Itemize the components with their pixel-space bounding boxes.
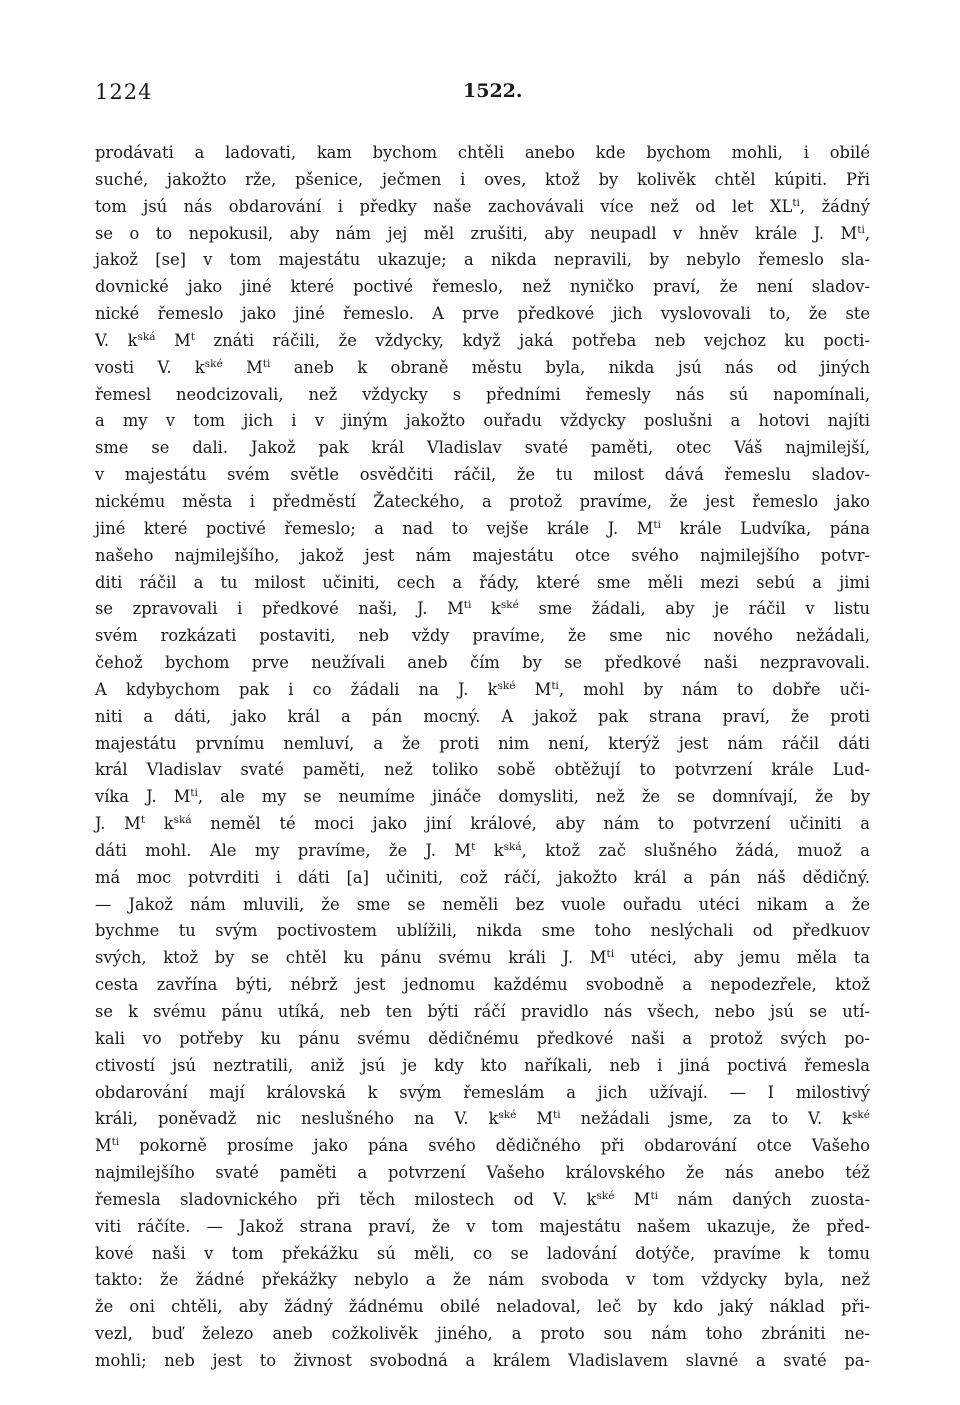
- text-line: [95, 1267, 870, 1294]
- text-segment: víka J. M: [95, 787, 191, 807]
- text-segment: ctivostí jsú neztratili, aniž jsú je kdy kto naříkali, neb i jiná poctivá řemesla: [95, 1055, 870, 1075]
- superscript: ti: [650, 1189, 659, 1202]
- text-line: [95, 328, 870, 355]
- text-line: [95, 1348, 870, 1375]
- page-header: [95, 80, 870, 104]
- text-segment: řemesla sladovnického při těch milostech od V. k: [95, 1189, 597, 1209]
- text-line: [95, 1241, 870, 1268]
- superscript: ti: [111, 1136, 120, 1149]
- text-line: [95, 1214, 870, 1241]
- text-segment: tom jsú nás obdarování i předky naše zachovávali více než od let XL: [95, 196, 793, 216]
- text-segment: má moc potvrditi i dáti [a] učiniti, což ráčí, jakožto král a pán náš dědičný.: [95, 867, 870, 887]
- text-segment: M: [155, 330, 191, 350]
- superscript: t: [471, 840, 476, 853]
- text-segment: nežádali jsme, za to V. k: [560, 1109, 853, 1129]
- text-line: [95, 247, 870, 274]
- superscript: ti: [463, 599, 472, 612]
- text-segment: niti a dáti, jako král a pán mocný. A jakož pak strana praví, že proti: [95, 706, 870, 726]
- superscript: ská: [137, 330, 156, 343]
- text-line: [95, 1106, 870, 1133]
- text-segment: že oni chtěli, aby žádný žádnému obilé neladoval, leč by kdo jaký náklad při-: [95, 1297, 870, 1317]
- text-line: [95, 1160, 870, 1187]
- superscript: t: [140, 814, 146, 827]
- text-line: [95, 140, 870, 167]
- text-segment: bychme tu svým poctivostem ublížili, nikda sme toho neslýchali od předkuov: [95, 921, 870, 941]
- superscript: ti: [653, 518, 661, 531]
- text-line: [95, 757, 870, 784]
- text-line: [95, 516, 870, 543]
- text-segment: — Jakož nám mluvili, že sme se neměli bez vuole ouřadu utéci nikam a že: [95, 894, 870, 914]
- document-body: [95, 140, 870, 1375]
- superscript: ti: [553, 1109, 561, 1122]
- text-segment: M: [516, 1109, 554, 1129]
- text-line: [95, 194, 870, 221]
- superscript: ské: [204, 357, 223, 370]
- text-segment: sme žádali, aby je ráčil v listu: [518, 599, 870, 619]
- text-segment: J. M: [95, 814, 141, 834]
- superscript: ské: [500, 599, 519, 612]
- text-segment: M: [95, 1136, 112, 1156]
- text-line: [95, 408, 870, 435]
- text-segment: takto: že žádné překážky nebylo a že nám svoboda v tom vždycky byla, než: [95, 1270, 870, 1290]
- superscript: ská: [503, 840, 522, 853]
- text-line: [95, 972, 870, 999]
- text-segment: cesta zavřína býti, nébrž jest jednomu každému svobodně a nepodezřele, ktož: [95, 975, 870, 995]
- text-line: [95, 570, 870, 597]
- text-line: [95, 811, 870, 838]
- superscript: ské: [852, 1109, 871, 1122]
- text-segment: viti ráčíte. — Jakož strana praví, že v tom majestátu našem ukazuje, že před-: [95, 1216, 870, 1236]
- text-segment: dáti mohl. Ale my pravíme, že J. M: [95, 840, 472, 860]
- superscript: ti: [792, 196, 800, 209]
- text-line: [95, 489, 870, 516]
- text-segment: našeho najmilejšího, jakož jest nám majestátu otce svého najmilejšího potvr-: [95, 545, 870, 565]
- text-line: [95, 1133, 870, 1160]
- text-segment: A kdybychom pak i co žádali na J. k: [95, 679, 498, 699]
- text-segment: , ale my se neumíme jináče domysliti, než že se domnívají, že by: [197, 787, 870, 807]
- text-segment: vezl, buď železo aneb cožkolivěk jiného, a proto sou nám toho zbrániti ne-: [95, 1324, 870, 1344]
- text-segment: diti ráčil a tu milost učiniti, cech a řády, které sme měli mezi sebú a jimi: [95, 572, 870, 592]
- text-segment: v majestátu svém světle osvědčiti ráčil, že tu milost dává řemeslu sladov-: [95, 465, 870, 485]
- text-segment: jakož [se] v tom majestátu ukazuje; a nikda nepravili, by nebylo řemeslo sla-: [95, 250, 870, 270]
- text-segment: svém rozkázati postaviti, neb vždy pravíme, že sme nic nového nežádali,: [95, 626, 870, 646]
- superscript: ti: [190, 787, 198, 800]
- text-segment: M: [222, 357, 263, 377]
- text-segment: dovnické jako jiné které poctivé řemeslo, než nyničko praví, že není sladov-: [95, 277, 870, 297]
- superscript: ská: [173, 814, 192, 827]
- text-segment: jiné které poctivé řemeslo; a nad to vejše krále J. M: [95, 518, 654, 538]
- text-line: [95, 355, 870, 382]
- text-line: [95, 221, 870, 248]
- text-line: [95, 784, 870, 811]
- text-line: [95, 918, 870, 945]
- superscript: ské: [498, 1109, 517, 1122]
- text-segment: V. k: [95, 330, 138, 350]
- text-line: [95, 382, 870, 409]
- text-line: [95, 1321, 870, 1348]
- text-segment: suché, jakožto rže, pšenice, ječmen i oves, ktož by kolivěk chtěl kúpiti. Při: [95, 169, 870, 189]
- text-segment: pokorně prosíme jako pána svého dědičného při obdarování otce Vašeho: [119, 1136, 870, 1156]
- text-segment: se o to nepokusil, aby nám jej měl zrušiti, aby neupadl v hněv krále J. M: [95, 223, 858, 243]
- text-segment: aneb k obraně městu byla, nikda jsú nás od jiných: [270, 357, 870, 377]
- running-year: 1522.: [463, 80, 523, 102]
- superscript: ti: [262, 357, 271, 370]
- text-segment: svých, ktož by se chtěl ku pánu svému králi J. M: [95, 948, 607, 968]
- superscript: ti: [551, 679, 559, 692]
- text-segment: majestátu prvnímu nemluví, a že proti nim není, kterýž jest nám ráčil dáti: [95, 733, 870, 753]
- text-segment: M: [515, 679, 552, 699]
- text-segment: se zpravovali i předkové naši, J. M: [95, 599, 464, 619]
- text-segment: kali vo potřeby ku pánu svému dědičnému předkové naši a protož svých po-: [95, 1028, 870, 1048]
- text-line: [95, 274, 870, 301]
- text-segment: k: [475, 840, 504, 860]
- text-segment: sme se dali. Jakož pak král Vladislav svaté paměti, otec Váš najmilejší,: [95, 438, 870, 458]
- text-line: [95, 945, 870, 972]
- text-segment: čehož bychom prve neužívali aneb čím by se předkové naši nezpravovali.: [95, 653, 870, 673]
- text-segment: utéci, aby jemu měla ta: [614, 948, 870, 968]
- text-line: [95, 650, 870, 677]
- text-line: [95, 704, 870, 731]
- text-segment: najmilejšího svaté paměti a potvrzení Vašeho královského že nás anebo též: [95, 1163, 870, 1183]
- text-segment: se k svému pánu utíká, neb ten býti ráčí pravidlo nás všech, nebo jsú se utí-: [95, 1002, 870, 1021]
- text-segment: znáti ráčili, že vždycky, když jaká potřeba neb vejchoz ku pocti-: [195, 330, 870, 350]
- text-segment: , ktož zač slušného žádá, muož a: [521, 840, 870, 860]
- text-segment: prodávati a ladovati, kam bychom chtěli anebo kde bychom mohli, i obilé: [95, 143, 870, 162]
- text-line: [95, 596, 870, 623]
- text-segment: vosti V. k: [95, 357, 205, 377]
- text-line: [95, 865, 870, 892]
- text-line: [95, 435, 870, 462]
- text-segment: krále Ludvíka, pána: [660, 518, 871, 538]
- superscript: ti: [606, 948, 615, 961]
- superscript: ské: [596, 1189, 615, 1202]
- text-line: [95, 677, 870, 704]
- page-number: 1224: [95, 80, 153, 104]
- text-segment: neměl té moci jako jiní králové, aby nám to potvrzení učiniti a: [191, 814, 870, 834]
- text-segment: král Vladislav svaté paměti, než toliko sobě obtěžují to potvrzení krále Lud-: [95, 760, 870, 780]
- text-line: [95, 462, 870, 489]
- text-segment: M: [614, 1189, 651, 1209]
- text-line: [95, 731, 870, 758]
- text-line: [95, 838, 870, 865]
- text-segment: řemesl neodcizovali, než vždycky s předními řemesly nás sú napomínali,: [95, 384, 870, 404]
- text-line: [95, 999, 870, 1026]
- superscript: t: [190, 330, 195, 343]
- text-line: [95, 892, 870, 919]
- text-segment: ,: [864, 223, 870, 243]
- text-line: [95, 301, 870, 328]
- text-segment: mohli; neb jest to živnost svobodná a králem Vladislavem slavné a svaté pa-: [95, 1350, 870, 1370]
- text-line: [95, 543, 870, 570]
- superscript: ské: [497, 679, 516, 692]
- text-segment: k: [145, 814, 174, 834]
- text-segment: králi, poněvadž nic neslušného na V. k: [95, 1109, 499, 1129]
- text-segment: kové naši v tom překážku sú měli, co se ladování dotýče, pravíme k tomu: [95, 1243, 870, 1263]
- text-line: [95, 1294, 870, 1321]
- text-segment: k: [471, 599, 501, 619]
- text-line: [95, 167, 870, 194]
- superscript: ti: [857, 223, 865, 236]
- text-segment: , mohl by nám to dobře uči-: [558, 679, 870, 699]
- text-segment: a my v tom jich i v jiným jakožto ouřadu vždycky poslušni a hotovi najíti: [95, 411, 870, 431]
- text-segment: obdarování mají královská k svým řemeslám a jich užívají. — I milostivý: [95, 1082, 870, 1102]
- text-line: [95, 1026, 870, 1053]
- text-line: [95, 1080, 870, 1107]
- text-segment: nickému města i předměstí Žateckého, a protož pravíme, že jest řemeslo jako: [95, 491, 870, 511]
- text-line: [95, 1053, 870, 1080]
- text-line: [95, 623, 870, 650]
- text-segment: nické řemeslo jako jiné řemeslo. A prve předkové jich vyslovovali to, že ste: [95, 304, 870, 324]
- text-segment: , žádný: [799, 196, 870, 216]
- text-line: [95, 1187, 870, 1214]
- text-segment: nám daných zuosta-: [658, 1189, 870, 1209]
